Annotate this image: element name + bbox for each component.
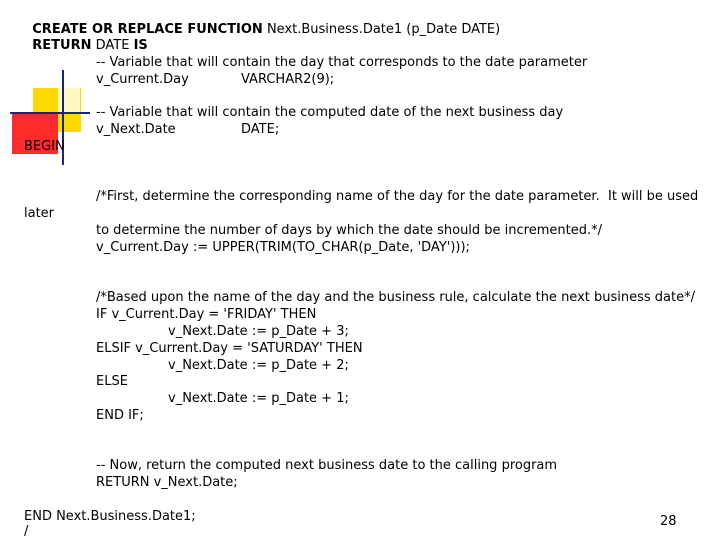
if-statement: IF v_Current.Day = 'FRIDAY' THEN bbox=[96, 307, 317, 322]
declaration-comment-1: -- Variable that will contain the day that corresponds to the date parameter bbox=[96, 55, 588, 70]
variable-current-day-type: VARCHAR2(9); bbox=[241, 72, 335, 87]
return-keyword: RETURN bbox=[32, 38, 92, 53]
header-keywords: CREATE OR REPLACE FUNCTION bbox=[32, 22, 263, 37]
else-assignment: v_Next.Date := p_Date + 1; bbox=[168, 391, 349, 406]
variable-next-date-type: DATE; bbox=[241, 122, 280, 137]
is-keyword: IS bbox=[133, 38, 148, 53]
declaration-comment-2: -- Variable that will contain the computed date of the next business day bbox=[96, 105, 564, 120]
header-signature: Next.Business.Date1 (p_Date DATE) bbox=[262, 22, 501, 37]
else-statement: ELSE bbox=[96, 374, 128, 389]
slash-terminator: / bbox=[24, 524, 29, 539]
assign-current-day: v_Current.Day := UPPER(TRIM(TO_CHAR(p_Date, 'DAY'))); bbox=[96, 240, 470, 255]
page-number: 28 bbox=[660, 514, 677, 529]
variable-current-day-name: v_Current.Day bbox=[96, 72, 189, 87]
return-comment: -- Now, return the computed next business date to the calling program bbox=[96, 458, 558, 473]
return-type: DATE bbox=[91, 38, 134, 53]
elsif-assignment: v_Next.Date := p_Date + 2; bbox=[168, 358, 349, 373]
endif-statement: END IF; bbox=[96, 408, 144, 423]
elsif-statement: ELSIF v_Current.Day = 'SATURDAY' THEN bbox=[96, 341, 363, 356]
body-comment-b: to determine the number of days by which the date should be incremented.*/ bbox=[96, 223, 602, 238]
end-function-line: END Next.Business.Date1; bbox=[24, 509, 196, 524]
if-assignment: v_Next.Date := p_Date + 3; bbox=[168, 324, 349, 339]
variable-next-date-name: v_Next.Date bbox=[96, 122, 176, 137]
later-label: later bbox=[24, 206, 55, 221]
decor-horizontal-line bbox=[10, 112, 90, 114]
begin-keyword: BEGIN bbox=[24, 139, 65, 154]
body-comment-c: /*Based upon the name of the day and the business rule, calculate the next business date*/ bbox=[96, 290, 695, 305]
function-header-line-2 bbox=[24, 22, 148, 54]
body-comment-a: /*First, determine the corresponding name of the day for the date parameter. It will be used bbox=[96, 189, 699, 204]
return-statement: RETURN v_Next.Date; bbox=[96, 475, 238, 490]
